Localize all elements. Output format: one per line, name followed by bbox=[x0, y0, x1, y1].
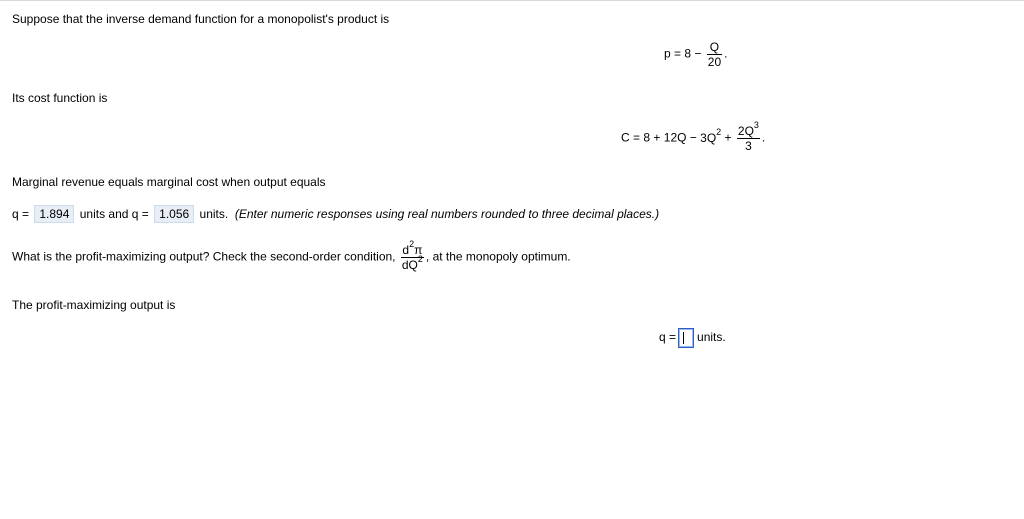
cost-lhs: C bbox=[621, 130, 630, 145]
cost-fraction bbox=[737, 120, 760, 153]
intro-text: Suppose that the inverse demand function for a monopolist's product is bbox=[12, 12, 390, 26]
cost-label: Its cost function is bbox=[12, 91, 108, 105]
demand-frac-den: 20 bbox=[707, 55, 722, 69]
profit-answer-prefix: q = bbox=[659, 330, 677, 344]
answer-q2-value: 1.056 bbox=[154, 205, 194, 223]
profit-question bbox=[12, 239, 571, 272]
cost-plus2: + bbox=[724, 130, 732, 145]
demand-lhs: p bbox=[664, 46, 671, 61]
mr-mc-label: Marginal revenue equals marginal cost when output equals bbox=[12, 175, 326, 189]
cost-term2: $3Q^2$ bbox=[700, 126, 722, 145]
answer-mid-text: units and q = bbox=[79, 207, 149, 221]
answers-row bbox=[12, 205, 659, 223]
second-derivative-den: $dQ^2$ bbox=[401, 254, 423, 272]
cost-term1: 12Q bbox=[663, 130, 687, 145]
second-derivative-fraction bbox=[401, 239, 424, 272]
cost-plus1: + bbox=[653, 130, 661, 145]
profit-answer-row bbox=[659, 327, 726, 348]
answer-q1-prefix: q = bbox=[12, 207, 30, 221]
demand-period: . bbox=[724, 46, 728, 61]
demand-fraction bbox=[707, 41, 722, 68]
demand-eq: = bbox=[674, 46, 682, 61]
profit-question-text: What is the profit-maximizing output? Check the second-order condition, bbox=[12, 249, 396, 264]
cost-c0: 8 bbox=[643, 130, 651, 145]
profit-label: The profit-maximizing output is bbox=[12, 298, 176, 312]
answer-suffix: units. bbox=[199, 207, 229, 221]
top-divider bbox=[0, 0, 1024, 1]
cost-equation bbox=[621, 120, 766, 153]
cost-frac-den: 3 bbox=[737, 138, 760, 152]
cost-frac-num: $2Q^3$ bbox=[737, 120, 759, 138]
profit-answer-suffix: units. bbox=[697, 330, 726, 344]
profit-answer-input[interactable] bbox=[678, 328, 694, 348]
demand-frac-num: Q bbox=[709, 40, 720, 54]
second-derivative-num: $d^2\pi$ bbox=[402, 239, 423, 257]
cost-minus: − bbox=[689, 130, 697, 145]
instruction-note: (Enter numeric responses using real numbers rounded to three decimal places.) bbox=[234, 207, 660, 221]
cost-period: . bbox=[761, 130, 766, 145]
demand-equation bbox=[664, 41, 727, 68]
profit-question-after: , at the monopoly optimum. bbox=[425, 249, 571, 264]
cost-eq: = bbox=[633, 130, 641, 145]
answer-q1-value: 1.894 bbox=[34, 205, 74, 223]
demand-minus: − bbox=[694, 46, 702, 61]
demand-const: 8 bbox=[684, 46, 692, 61]
